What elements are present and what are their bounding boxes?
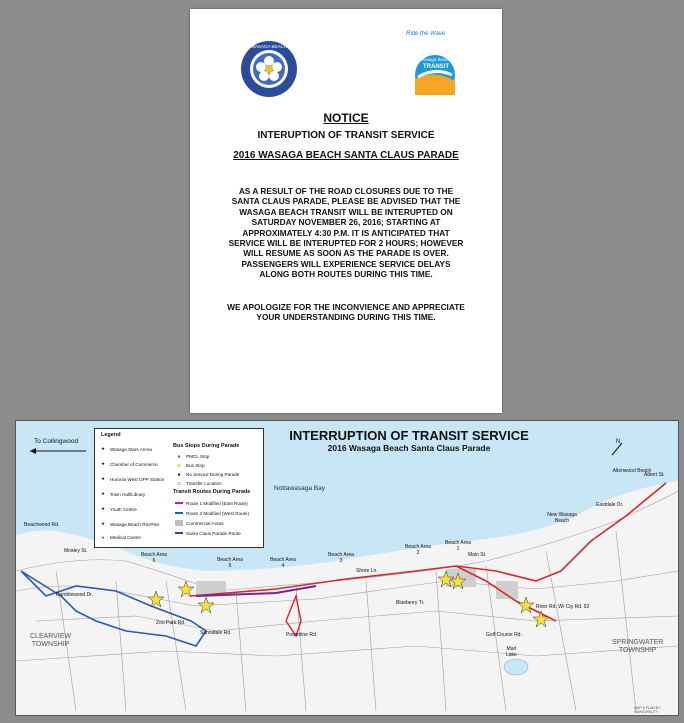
notice-document <box>190 9 502 413</box>
legend-label: Route 1 Modified (East Route) <box>186 500 248 506</box>
body-line: APPROXIMATELY 4:30 P.M. IT IS ANTICIPATED THAT <box>242 227 450 238</box>
road-label: Main St. <box>468 552 487 558</box>
route-1-loop <box>286 596 301 636</box>
legend-route-item <box>175 529 241 537</box>
star-icon: ★ <box>100 446 106 451</box>
legend-label: No Service During Parade <box>186 471 240 477</box>
legend-route-item <box>175 509 249 517</box>
lake-line: Marl <box>506 646 517 652</box>
road-label: River Rd. W/ Cty Rd. 92 <box>536 604 590 610</box>
legend-label: Commercial Areas <box>186 520 224 526</box>
legend-label: Chamber of Commerce <box>110 461 158 467</box>
road-label: Albert St. <box>644 472 665 478</box>
legend-place-item <box>99 520 159 528</box>
to-collingwood-label: To Collingwood <box>34 438 79 445</box>
bay-label: Nottawasaga Bay <box>274 485 325 492</box>
map-credit: MAP & PLAN BY MUNICIPALITY <box>634 706 661 714</box>
route-swatch-icon <box>175 499 183 507</box>
notice-heading: NOTICE <box>323 111 369 125</box>
star-icon: ★ <box>100 461 106 466</box>
notice-body <box>214 186 478 280</box>
marl-lake <box>504 659 528 675</box>
legend-label: Youth Centre <box>110 506 137 512</box>
road-label: Sunnidale Rd. <box>200 630 232 636</box>
body-line: AS A RESULT OF THE ROAD CLOSURES DUE TO THE <box>238 186 454 196</box>
road-label: Beachwood Rd. <box>24 522 60 528</box>
apology-line: YOUR UNDERSTANDING DURING THIS TIME. <box>256 312 436 323</box>
springwater-line: TOWNSHIP <box>618 647 657 654</box>
legend-label: Wasaga Beach RecPlex <box>110 521 160 527</box>
route-swatch-icon <box>175 519 183 527</box>
apology-line: WE APOLOGIZE FOR THE INCONVIENCE AND APPRECIATE <box>227 302 465 312</box>
map-title: INTERRUPTION OF TRANSIT SERVICE <box>289 428 529 443</box>
springwater-label <box>612 639 663 655</box>
legend-routes-title: Transit Routes During Parade <box>173 489 251 495</box>
body-line: PASSENGERS WILL EXPERIENCE SERVICE DELAYS <box>241 258 451 269</box>
place-label: New Wasaga Beach <box>547 512 577 524</box>
place-label: Allenwood Beach <box>612 468 652 474</box>
springwater-line: SPRINGWATER <box>612 639 664 646</box>
star-icon: ★ <box>100 491 106 496</box>
road-label: Eastdale Dr. <box>596 502 624 508</box>
star-icon: ★ <box>100 506 106 511</box>
body-line: WASAGA BEACH TRANSIT WILL BE INTERUPTED ON <box>239 206 453 217</box>
marl-lake-label <box>506 647 517 658</box>
legend-route-item <box>175 499 248 507</box>
legend-label: Wasaga Stars Arena <box>110 446 152 452</box>
medical-icon: ● <box>101 534 105 540</box>
road-label: Golf Course Rd. <box>486 632 522 638</box>
road-label: Shore Ln. <box>356 568 378 574</box>
transfer-icon: ◘ <box>177 480 181 486</box>
legend-label: Town Hall/Library <box>110 491 146 497</box>
legend-title: Legend <box>101 432 121 438</box>
beach-area-label: Beach Area 3 <box>328 552 354 564</box>
legend-stop-item <box>175 461 205 469</box>
road-label: Blueberry Tr. <box>396 600 425 606</box>
legend-stops-title: Bus Stops During Parade <box>173 443 240 449</box>
route-swatch-icon <box>175 529 183 537</box>
clearview-label <box>30 633 71 649</box>
transit-tagline: Ride the Wave <box>406 31 446 37</box>
notice-apology <box>214 302 478 323</box>
notice-event-title: 2016 WASAGA BEACH SANTA CLAUS PARADE <box>233 150 459 161</box>
map-subtitle: 2016 Wasaga Beach Santa Claus Parade <box>327 443 491 453</box>
legend-place-item <box>99 475 164 483</box>
legend-place-item <box>99 490 145 498</box>
legend-label: Bus Stop <box>186 462 205 468</box>
body-line: WILL RESUME AS SOON AS THE PARADE IS OVER. <box>243 248 449 259</box>
body-line: SATURDAY NOVEMBER 26, 2016; STARTING AT <box>251 217 441 228</box>
legend-label: PMCL Stop <box>186 453 210 459</box>
lake-line: Lake <box>506 651 517 658</box>
clearview-line: CLEARVIEW <box>30 633 72 640</box>
beach-area-label: Beach Area 2 <box>405 544 431 556</box>
legend-label: Transfer Location <box>186 480 222 486</box>
north-label: N <box>616 439 621 445</box>
star-icon: ★ <box>100 476 106 481</box>
legend-route-item <box>175 519 224 527</box>
route-swatch-icon <box>175 509 183 517</box>
body-line: SANTA CLAUS PARADE, PLEASE BE ADVISED THAT THE <box>231 196 461 207</box>
svg-text:WASAGA BEACH: WASAGA BEACH <box>250 44 288 49</box>
legend-label: Santa Claus Parade Route <box>186 530 241 536</box>
road-label: Powerline Rd. <box>286 632 318 638</box>
road-label: Zoo Park Rd. <box>156 620 186 626</box>
legend-place-item <box>99 460 158 468</box>
beach-area-label: Beach Area 1 <box>445 540 471 552</box>
legend-stop-item <box>175 452 209 460</box>
road-label: Mosley St. <box>64 548 88 554</box>
body-line: ALONG BOTH ROUTES DURING THIS TIME. <box>259 269 433 280</box>
map-legend <box>94 428 264 548</box>
bus-stop-icon: ■ <box>177 462 181 468</box>
legend-place-item <box>99 505 137 513</box>
town-seal-logo <box>239 39 299 99</box>
no-service-icon: ■ <box>177 471 181 477</box>
legend-stop-item <box>175 470 239 478</box>
star-icon: ★ <box>100 521 106 526</box>
route-map <box>15 420 679 716</box>
legend-place-item <box>99 533 141 541</box>
legend-place-item <box>99 445 152 453</box>
road-label: Ramblewood Dr. <box>56 592 93 598</box>
beach-area-label: Beach Area 5 <box>217 557 243 569</box>
transit-brand-name: Wasaga Beach <box>420 57 451 62</box>
legend-stop-item <box>175 479 222 487</box>
clearview-line: TOWNSHIP <box>31 641 70 648</box>
pmcl-stop-icon: ■ <box>177 453 181 459</box>
notice-subheading: INTERUPTION OF TRANSIT SERVICE <box>257 130 435 141</box>
transit-brand-word: TRANSIT <box>423 64 449 70</box>
legend-label: Route 2 Modified (West Route) <box>186 510 249 516</box>
beach-area-label: Beach Area 4 <box>270 557 296 569</box>
legend-label: Medical Centre <box>110 534 141 540</box>
beach-area-label: Beach Area 6 <box>141 552 167 564</box>
legend-label: Huronia West OPP Station <box>110 476 165 482</box>
body-line: SERVICE WILL BE INTERUPTED FOR 2 HOURS; HOWEVER <box>228 238 464 249</box>
